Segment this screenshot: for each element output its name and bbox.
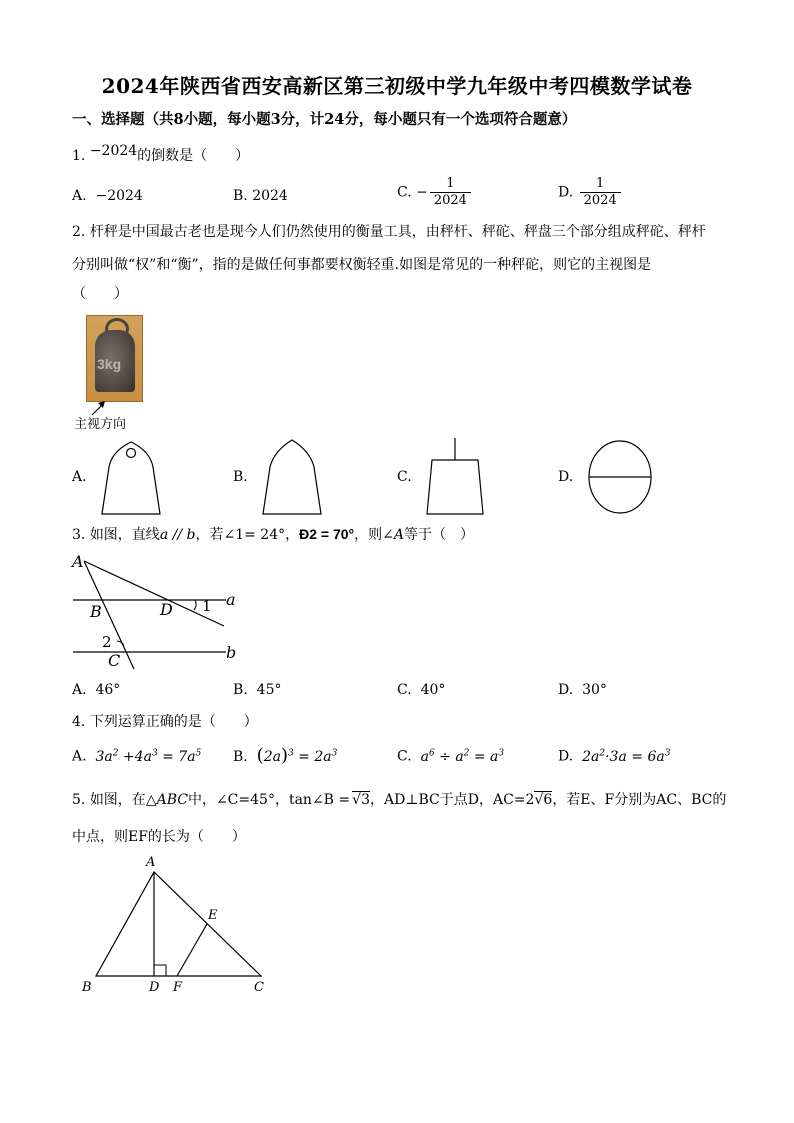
option-label: A. — [72, 682, 87, 698]
label-B: B — [90, 602, 102, 621]
label-angle-2: 2 — [102, 633, 112, 651]
label-C: C — [254, 980, 264, 995]
math-expression: $3a^2 +4a^3 = 7a^5$ — [95, 748, 202, 765]
math-expression: 6 — [543, 792, 553, 808]
question-text: ，则∠ — [354, 527, 394, 543]
option-d[interactable]: D. — [558, 469, 574, 485]
option-d[interactable] — [558, 682, 607, 698]
option-a[interactable] — [72, 188, 143, 204]
numerator: 1 — [596, 176, 605, 191]
label-D: D — [149, 980, 160, 995]
question-5: 5. 如图，在△ABC中，∠C=45°，tan∠B = √3，AD⊥BC于点D，AC=2√6，若E、F分别为AC、BC的 — [72, 792, 727, 808]
option-c[interactable] — [397, 682, 445, 698]
question-text: 等于（ ） — [404, 527, 474, 543]
weight-photo — [86, 315, 143, 402]
option-a[interactable] — [72, 748, 201, 765]
question-text: 中，∠C=45°， — [187, 792, 289, 808]
option-value: 45° — [256, 682, 282, 698]
question-text: ，AD⊥BC于点D，AC= — [370, 792, 526, 808]
question-text: 下列运算正确的是（ ） — [89, 714, 258, 730]
option-c[interactable] — [397, 176, 473, 209]
minus-sign: − — [416, 184, 428, 201]
label-C: C — [108, 651, 121, 670]
label-angle-1: 1 — [202, 597, 212, 615]
math-expression: 3 — [361, 792, 370, 808]
math-expression: a // b — [159, 527, 196, 543]
option-a[interactable] — [72, 682, 120, 698]
option-label: A. — [72, 748, 87, 765]
option-label: C. — [397, 184, 412, 201]
option-b[interactable] — [233, 682, 281, 698]
option-label: D. — [558, 682, 574, 698]
view-option-c — [420, 436, 490, 518]
math-expression: 2 — [525, 792, 535, 808]
question-number: 2. — [72, 224, 86, 240]
label-D: D — [160, 600, 173, 619]
math-variable: A — [393, 527, 404, 543]
option-label: C. — [397, 748, 412, 765]
question-number: 3. — [72, 527, 86, 543]
math-expression: $a^6 \div a^2 = a^3$ — [420, 748, 505, 765]
option-value: −2024 — [95, 188, 143, 204]
denominator: 2024 — [430, 192, 471, 209]
option-a[interactable]: A. — [72, 469, 87, 485]
fraction — [580, 176, 621, 209]
option-d[interactable] — [558, 176, 623, 209]
option-d[interactable] — [558, 748, 670, 765]
option-label: D. — [558, 184, 574, 201]
view-option-d — [586, 438, 654, 516]
parallel-lines-figure — [68, 552, 248, 672]
fraction — [430, 176, 471, 209]
question-text: 的倒数是（ ） — [137, 148, 250, 164]
label-line-a: a — [226, 590, 236, 609]
view-option-b — [256, 437, 328, 517]
label-A: A — [146, 855, 156, 870]
question-text: ，若∠1= 24°， — [195, 527, 300, 543]
option-b[interactable]: B. — [233, 469, 248, 485]
question-4 — [72, 712, 258, 732]
question-2-line3: （ ） — [72, 286, 128, 302]
option-value: 46° — [95, 682, 121, 698]
option-value: 30° — [582, 682, 607, 698]
math-expression: $(2a)^3 = 2a^3$ — [256, 745, 338, 766]
denominator: 2024 — [580, 192, 621, 209]
label-line-b: b — [226, 643, 237, 662]
option-c[interactable]: C. — [397, 469, 412, 485]
option-value: 40° — [420, 682, 446, 698]
weight-label: 3kg — [97, 356, 122, 372]
question-number: 5. — [72, 792, 86, 808]
option-label: B. — [233, 188, 248, 204]
numerator: 1 — [446, 176, 455, 191]
option-value: 2024 — [252, 188, 288, 204]
option-label: A. — [72, 188, 87, 204]
question-1 — [72, 143, 250, 166]
section-heading: 一、选择题（共8小题，每小题3分，计24分，每小题只有一个选项符合题意） — [72, 111, 577, 128]
math-expression: △ABC — [145, 792, 188, 808]
question-5-line2: 中点，则EF的长为（ ） — [72, 829, 246, 845]
question-number: 4. — [72, 714, 86, 730]
option-label: C. — [397, 682, 412, 698]
triangle-figure — [78, 852, 278, 997]
view-option-a — [96, 437, 166, 517]
label-A: A — [72, 552, 84, 571]
question-2-line2: 分别叫做“权”和“衡”，指的是做任何事都要权衡轻重.如图是常见的一种秤砣，则它的主视图是 — [72, 257, 652, 273]
option-label: D. — [558, 748, 574, 765]
question-number: 1. — [72, 148, 86, 164]
question-text: ，若E、F分别为AC、BC的 — [552, 792, 727, 808]
math-expression: $2a^2\cdot 3a = 6a^3$ — [582, 748, 671, 765]
page-title: 2024年陕西省西安高新区第三初级中学九年级中考四模数学试卷 — [101, 74, 693, 98]
question-2 — [72, 222, 706, 242]
option-b[interactable] — [233, 745, 337, 766]
math-expression: −2024 — [89, 143, 138, 159]
math-expression: Ð2 = 70° — [299, 526, 355, 542]
label-B: B — [82, 980, 92, 995]
label-E: E — [208, 908, 218, 923]
question-3 — [72, 524, 474, 545]
view-direction-caption: 主视方向 — [74, 417, 127, 432]
label-F: F — [173, 980, 183, 995]
question-text: 杆秤是中国最古老也是现今人们仍然使用的衡量工具，由秤杆、秤砣、秤盘三个部分组成秤砣、秤杆 — [89, 224, 706, 240]
question-text: 如图，在 — [89, 792, 146, 808]
option-label: B. — [233, 749, 248, 765]
option-c[interactable] — [397, 748, 504, 765]
math-expression: tan∠B = — [288, 792, 351, 808]
option-label: B. — [233, 682, 248, 698]
option-b[interactable] — [233, 188, 288, 204]
question-text: 如图，直线 — [89, 527, 160, 543]
